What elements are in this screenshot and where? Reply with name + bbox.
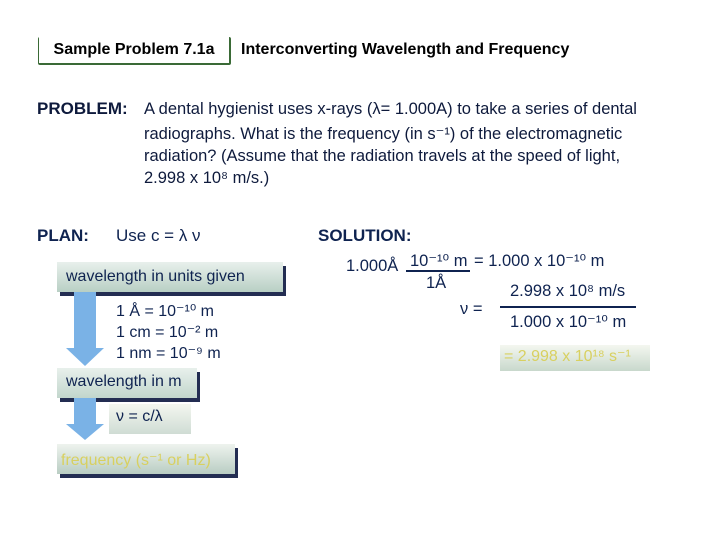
solution-step1-result: = 1.000 x 10⁻¹⁰ m — [474, 252, 605, 270]
solution-given-value: 1.000Å — [346, 257, 399, 275]
solution-step2-denominator: 1.000 x 10⁻¹⁰ m — [510, 313, 627, 331]
conversion-nm: 1 nm = 10⁻⁹ m — [116, 345, 221, 362]
solution-step1-fraction-bar — [406, 270, 470, 272]
frequency-equation: ν = c/λ — [116, 408, 163, 425]
problem-line-1: A dental hygienist uses x-rays (λ= 1.000A) to take a series of dental — [144, 100, 637, 118]
flow-arrow-2-shaft — [74, 398, 96, 424]
wavelength-units-label: wavelength in units given — [66, 268, 245, 285]
problem-label: PROBLEM: — [37, 99, 128, 118]
solution-step1-denominator: 1Å — [426, 274, 447, 292]
wavelength-m-label: wavelength in m — [66, 373, 182, 390]
problem-line-3: radiation? (Assume that the radiation travels at the speed of light, — [144, 147, 621, 165]
page-title: Interconverting Wavelength and Frequency — [241, 41, 570, 58]
sample-problem-label: Sample Problem 7.1a — [39, 37, 229, 63]
problem-line-4: 2.998 x 10⁸ m/s.) — [144, 169, 270, 187]
final-result: = 2.998 x 10¹⁸ s⁻¹ — [504, 348, 631, 365]
conversion-cm: 1 cm = 10⁻² m — [116, 324, 219, 341]
plan-formula: Use c = λ ν — [116, 226, 201, 245]
flow-arrow-2-head — [66, 424, 104, 440]
solution-nu-symbol: ν = — [460, 300, 483, 318]
problem-line-2: radiographs. What is the frequency (in s⁻¹) of the electromagnetic — [144, 125, 623, 143]
frequency-label: frequency (s⁻¹ or Hz) — [61, 452, 211, 469]
solution-step2-numerator: 2.998 x 10⁸ m/s — [510, 282, 626, 300]
conversion-angstrom: 1 Å = 10⁻¹⁰ m — [116, 303, 215, 320]
solution-label: SOLUTION: — [318, 226, 412, 245]
solution-step1-numerator: 10⁻¹⁰ m — [410, 252, 468, 270]
flow-arrow-1-shaft — [74, 292, 96, 348]
solution-step2-fraction-bar — [500, 306, 636, 308]
plan-label: PLAN: — [37, 226, 89, 245]
flow-arrow-1-head — [66, 348, 104, 366]
